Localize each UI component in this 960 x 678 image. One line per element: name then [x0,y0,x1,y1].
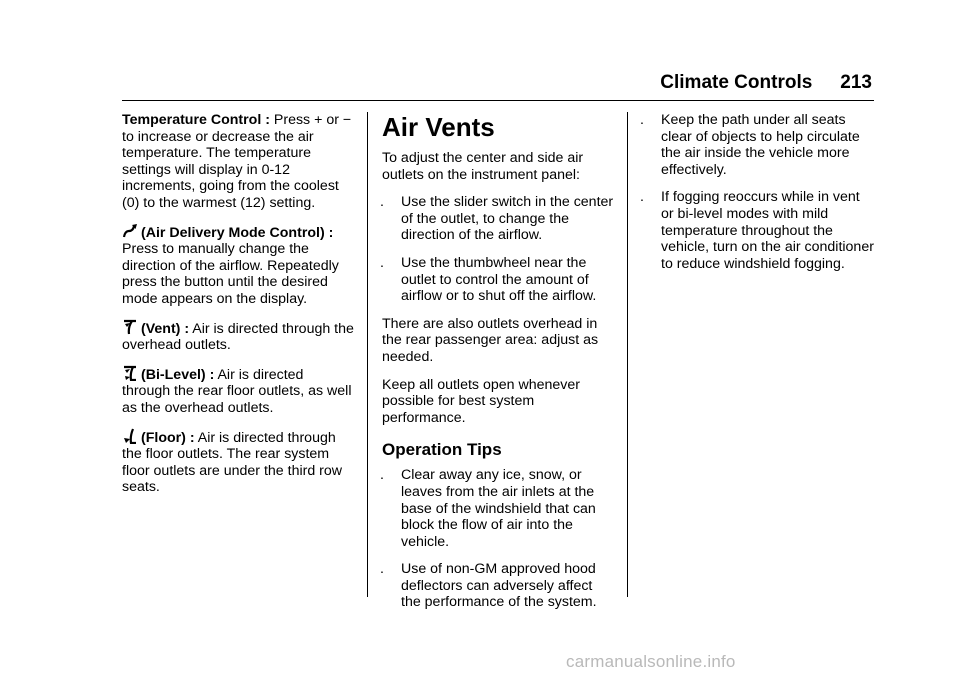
air-delivery-text: Press to manually change the direction of the airflow. Repeatedly press the button until the desired mode appears on the display. [122,241,339,307]
overhead-outlets-paragraph: There are also outlets overhead in the rear passenger area: adjust as needed. [382,315,599,365]
vent-term: (Vent) : [141,320,190,337]
bullet-text: Keep the path under all seats clear of objects to help circulate the air inside the vehicle more effectively. [661,112,860,178]
column-3 [642,112,874,283]
bi-level-mode-icon [122,365,138,381]
vent-mode-icon [122,319,138,335]
column-2 [382,112,614,622]
floor-paragraph [122,428,354,496]
list-item [642,189,874,272]
floor-term: (Floor) : [141,429,195,446]
bullet-mark: . [380,254,384,271]
bi-level-term: (Bi-Level) : [141,366,215,383]
air-delivery-paragraph [122,223,354,308]
floor-text: Air is directed through the floor outlets. The rear system floor outlets are under the third row seats. [122,429,343,496]
temperature-control-term: Temperature Control : [122,112,270,128]
air-delivery-mode-icon [122,223,138,239]
bullet-mark: . [640,189,644,206]
bi-level-paragraph [122,365,354,417]
bullet-mark: . [380,194,384,211]
list-item [382,194,614,244]
section-title: Climate Controls [660,72,813,93]
bullet-mark: . [380,561,384,578]
air-delivery-term: (Air Delivery Mode Control) : [141,224,334,241]
column-1 [122,112,354,507]
temperature-control-text: Press + or − to increase or decrease the air temperature. The temperature settings will display in 0-12 increments, going from the coolest (0) to the warmest (12) setting. [122,112,352,211]
vent-text: Air is directed through the overhead outlets. [122,320,354,354]
page-header [660,72,872,96]
bullet-text: Use of non-GM approved hood deflectors can adversely affect the performance of the system. [401,561,597,611]
page-number: 213 [840,72,872,93]
bullet-text: If fogging reoccurs while in vent or bi-level modes with mild temperature throughout the vehicle, turn on the air conditioner to reduce windshield fogging. [661,189,874,272]
operation-tips-heading: Operation Tips [382,440,502,460]
bullet-mark: . [380,467,384,484]
list-item [382,255,614,305]
column-divider-1 [367,112,368,597]
watermark-text: carmanualsonline.info [566,652,736,671]
list-item [382,561,614,611]
vent-paragraph [122,319,354,354]
air-vents-intro: To adjust the center and side air outlets on the instrument panel: [382,150,584,183]
bi-level-text: Air is directed through the rear floor outlets, as well as the overhead outlets. [122,366,352,416]
list-item [642,112,874,178]
floor-mode-icon [122,428,138,444]
column-divider-2 [627,112,628,597]
keep-outlets-open-paragraph: Keep all outlets open whenever possible for best system performance. [382,376,580,426]
bullet-text: Use the thumbwheel near the outlet to control the amount of airflow or to shut off the airflow. [401,254,597,305]
bullet-text: Use the slider switch in the center of the outlet, to change the direction of the airflow. [401,194,614,244]
temperature-control-paragraph [122,112,354,212]
air-vents-heading: Air Vents [382,112,495,142]
bullet-text: Clear away any ice, snow, or leaves from the air inlets at the base of the windshield that can block the flow of air into the vehicle. [401,467,596,550]
header-rule [122,100,874,101]
list-item [382,467,614,550]
bullet-mark: . [640,112,644,128]
